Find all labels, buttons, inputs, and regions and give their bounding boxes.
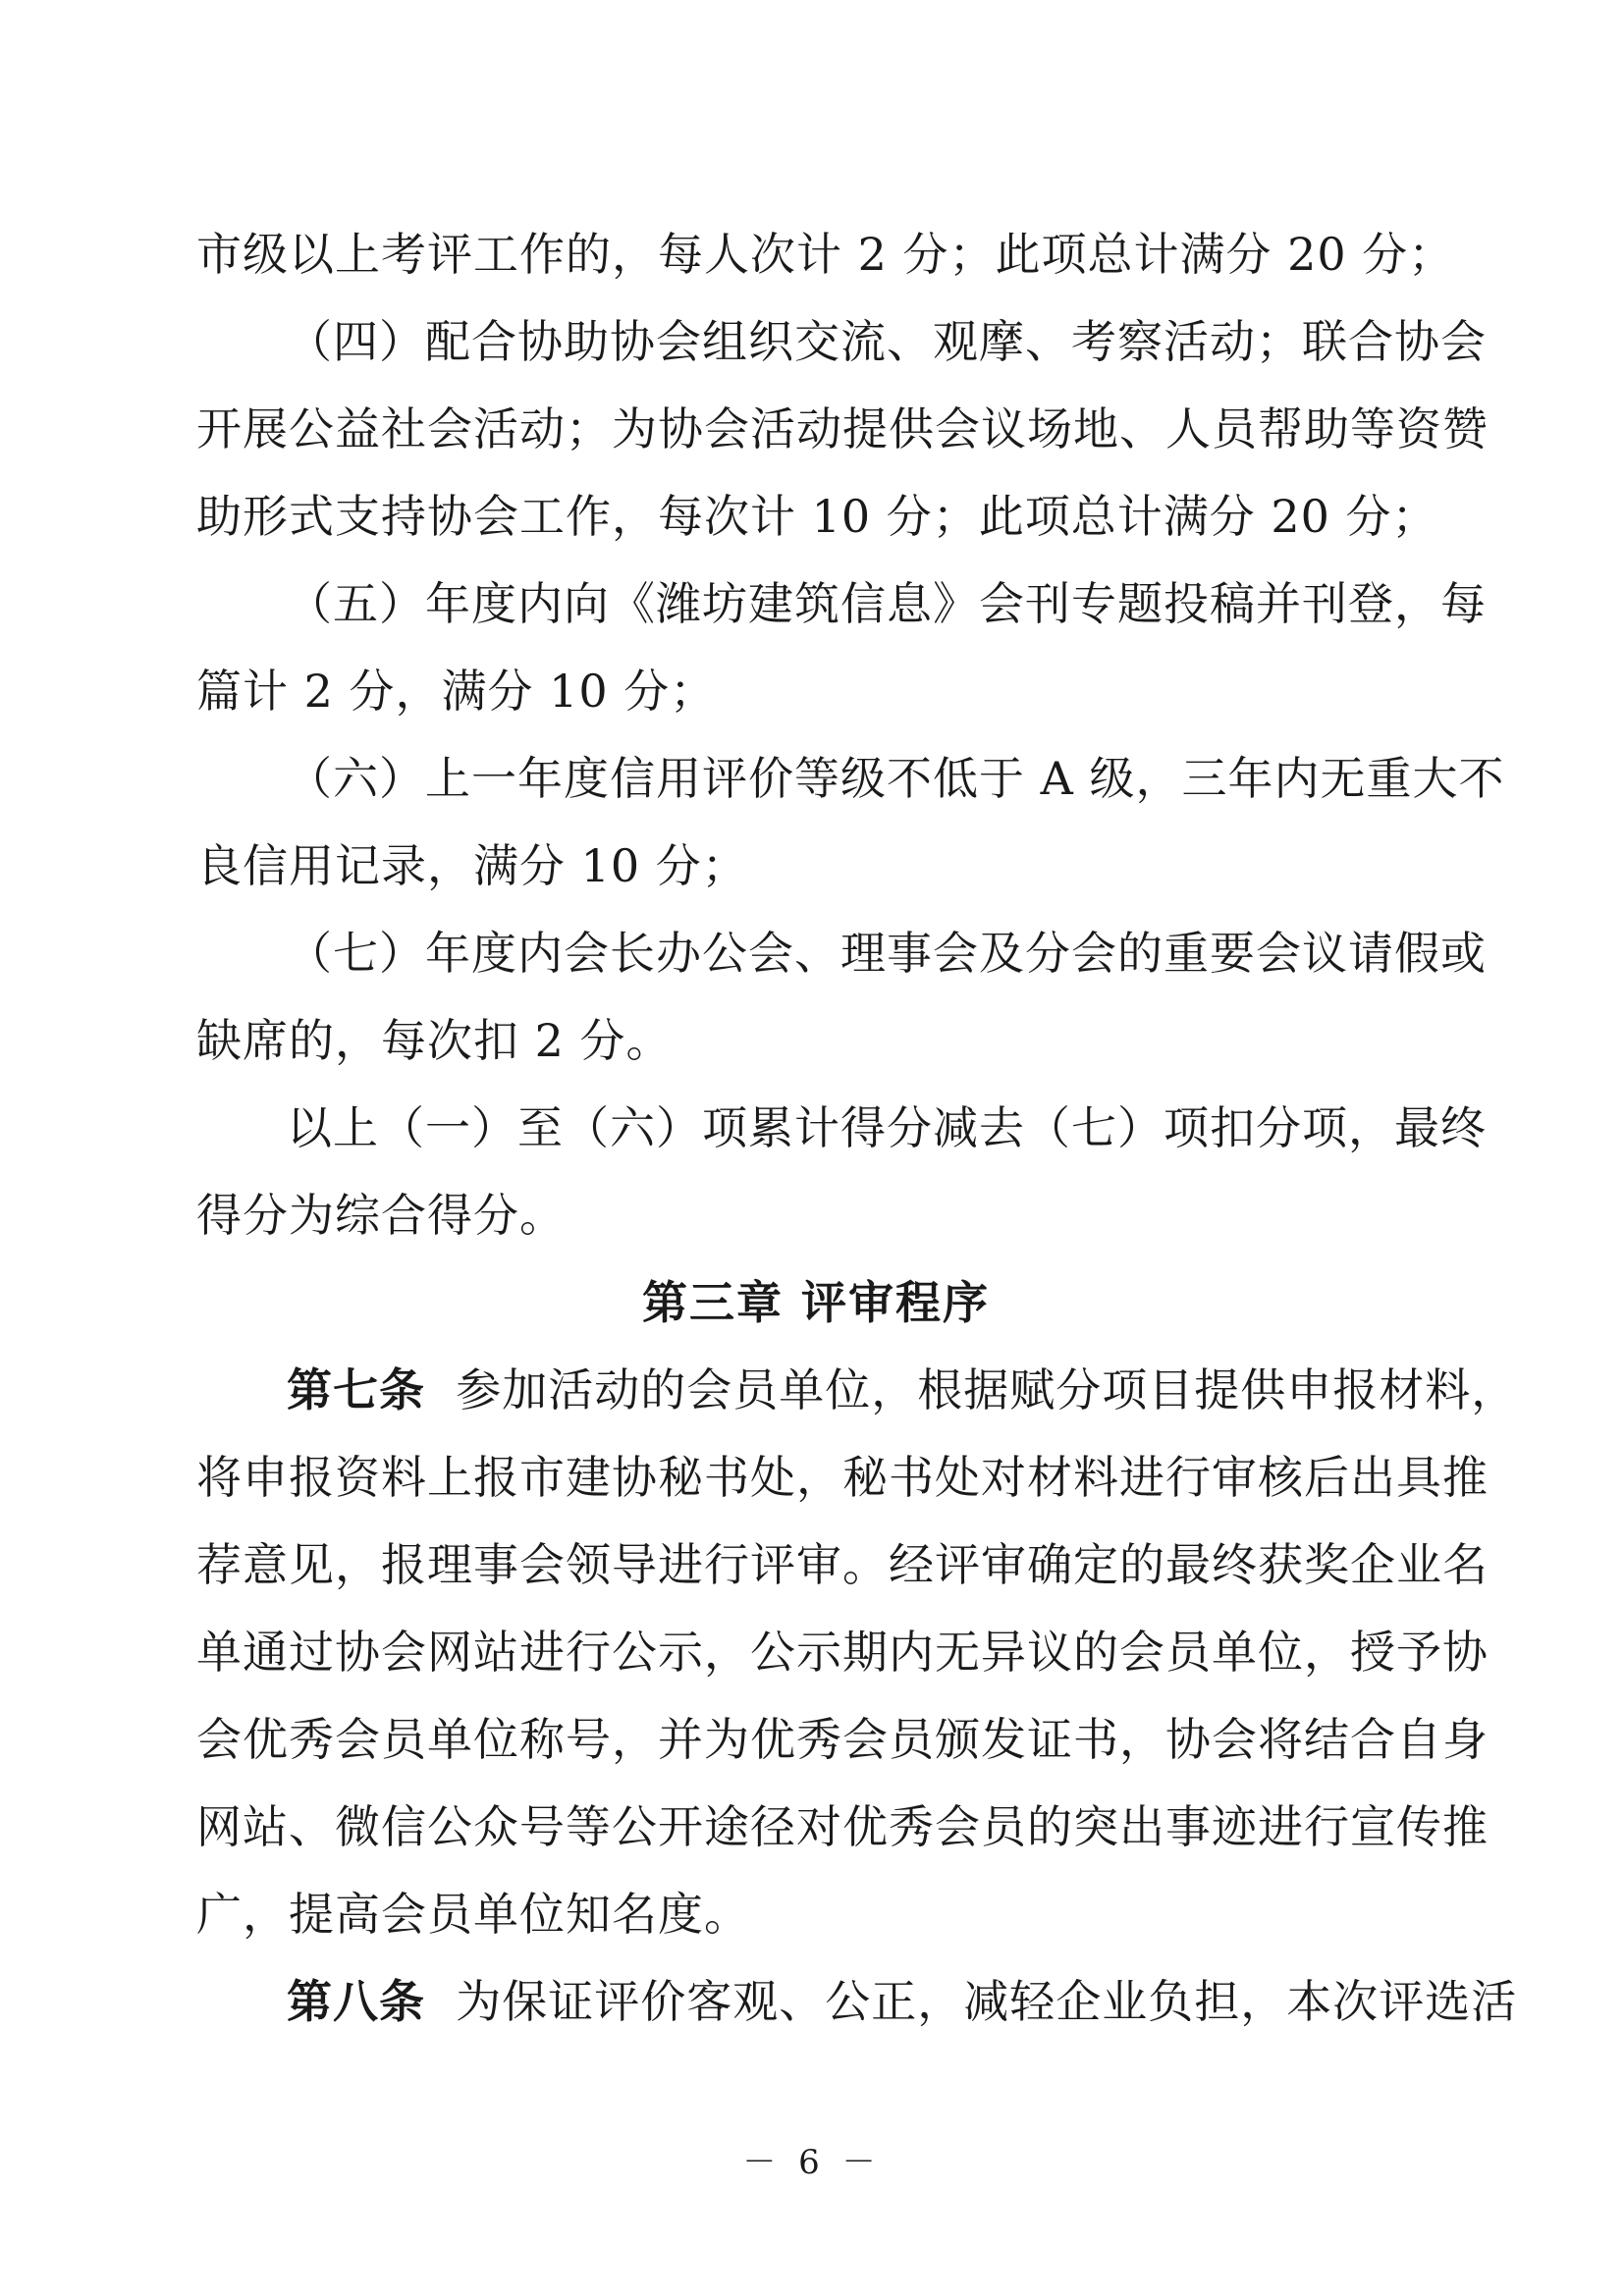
article-7-first-line <box>196 1347 1518 1434</box>
text-line: 单通过协会网站进行公示，公示期内无异议的会员单位，授予协 <box>196 1626 1489 1679</box>
text-line: 篇计 2 分，满分 10 分； <box>196 665 717 718</box>
chapter-heading: 第三章 评审程序 <box>641 1276 990 1329</box>
document-body <box>196 211 1518 2046</box>
article-7-text: 参加活动的会员单位，根据赋分项目提供申报材料， <box>456 1363 1518 1416</box>
text-line: 市级以上考评工作的，每人次计 2 分；此项总计满分 20 分； <box>196 228 1455 281</box>
text-line: 开展公益社会活动；为协会活动提供会议场地、人员帮助等资赞 <box>196 402 1489 455</box>
article-8-label: 第八条 <box>287 1975 425 2028</box>
text-line: 将申报资料上报市建协秘书处，秘书处对材料进行审核后出具推 <box>196 1451 1489 1504</box>
text-line: 广，提高会员单位知名度。 <box>196 1888 750 1941</box>
article-8-text: 为保证评价客观、公正，减轻企业负担，本次评选活 <box>456 1975 1518 2028</box>
text-line: 会优秀会员单位称号，并为优秀会员颁发证书，协会将结合自身 <box>196 1713 1489 1766</box>
article-8-first-line <box>196 1958 1518 2046</box>
article-7-label: 第七条 <box>287 1363 425 1416</box>
page-number: － 6 － <box>742 2143 882 2182</box>
text-line: 助形式支持协会工作，每次计 10 分；此项总计满分 20 分； <box>196 490 1438 543</box>
text-line: （四）配合协助协会组织交流、观摩、考察活动；联合协会 <box>287 315 1487 368</box>
text-line: 缺席的，每次扣 2 分。 <box>196 1014 673 1067</box>
text-line: 良信用记录，满分 10 分； <box>196 839 748 892</box>
text-line: 以上（一）至（六）项累计得分减去（七）项扣分项，最终 <box>287 1101 1487 1154</box>
text-line: （五）年度内向《潍坊建筑信息》会刊专题投稿并刊登，每 <box>287 577 1487 630</box>
text-line: 网站、微信公众号等公开途径对优秀会员的突出事迹进行宣传推 <box>196 1800 1489 1853</box>
text-line: （七）年度内会长办公会、理事会及分会的重要会议请假或 <box>287 927 1487 980</box>
text-line: 荐意见，报理事会领导进行评审。经评审确定的最终获奖企业名 <box>196 1538 1489 1591</box>
text-line: （六）上一年度信用评价等级不低于 A 级，三年内无重大不 <box>287 752 1505 805</box>
text-line: 得分为综合得分。 <box>196 1189 566 1242</box>
